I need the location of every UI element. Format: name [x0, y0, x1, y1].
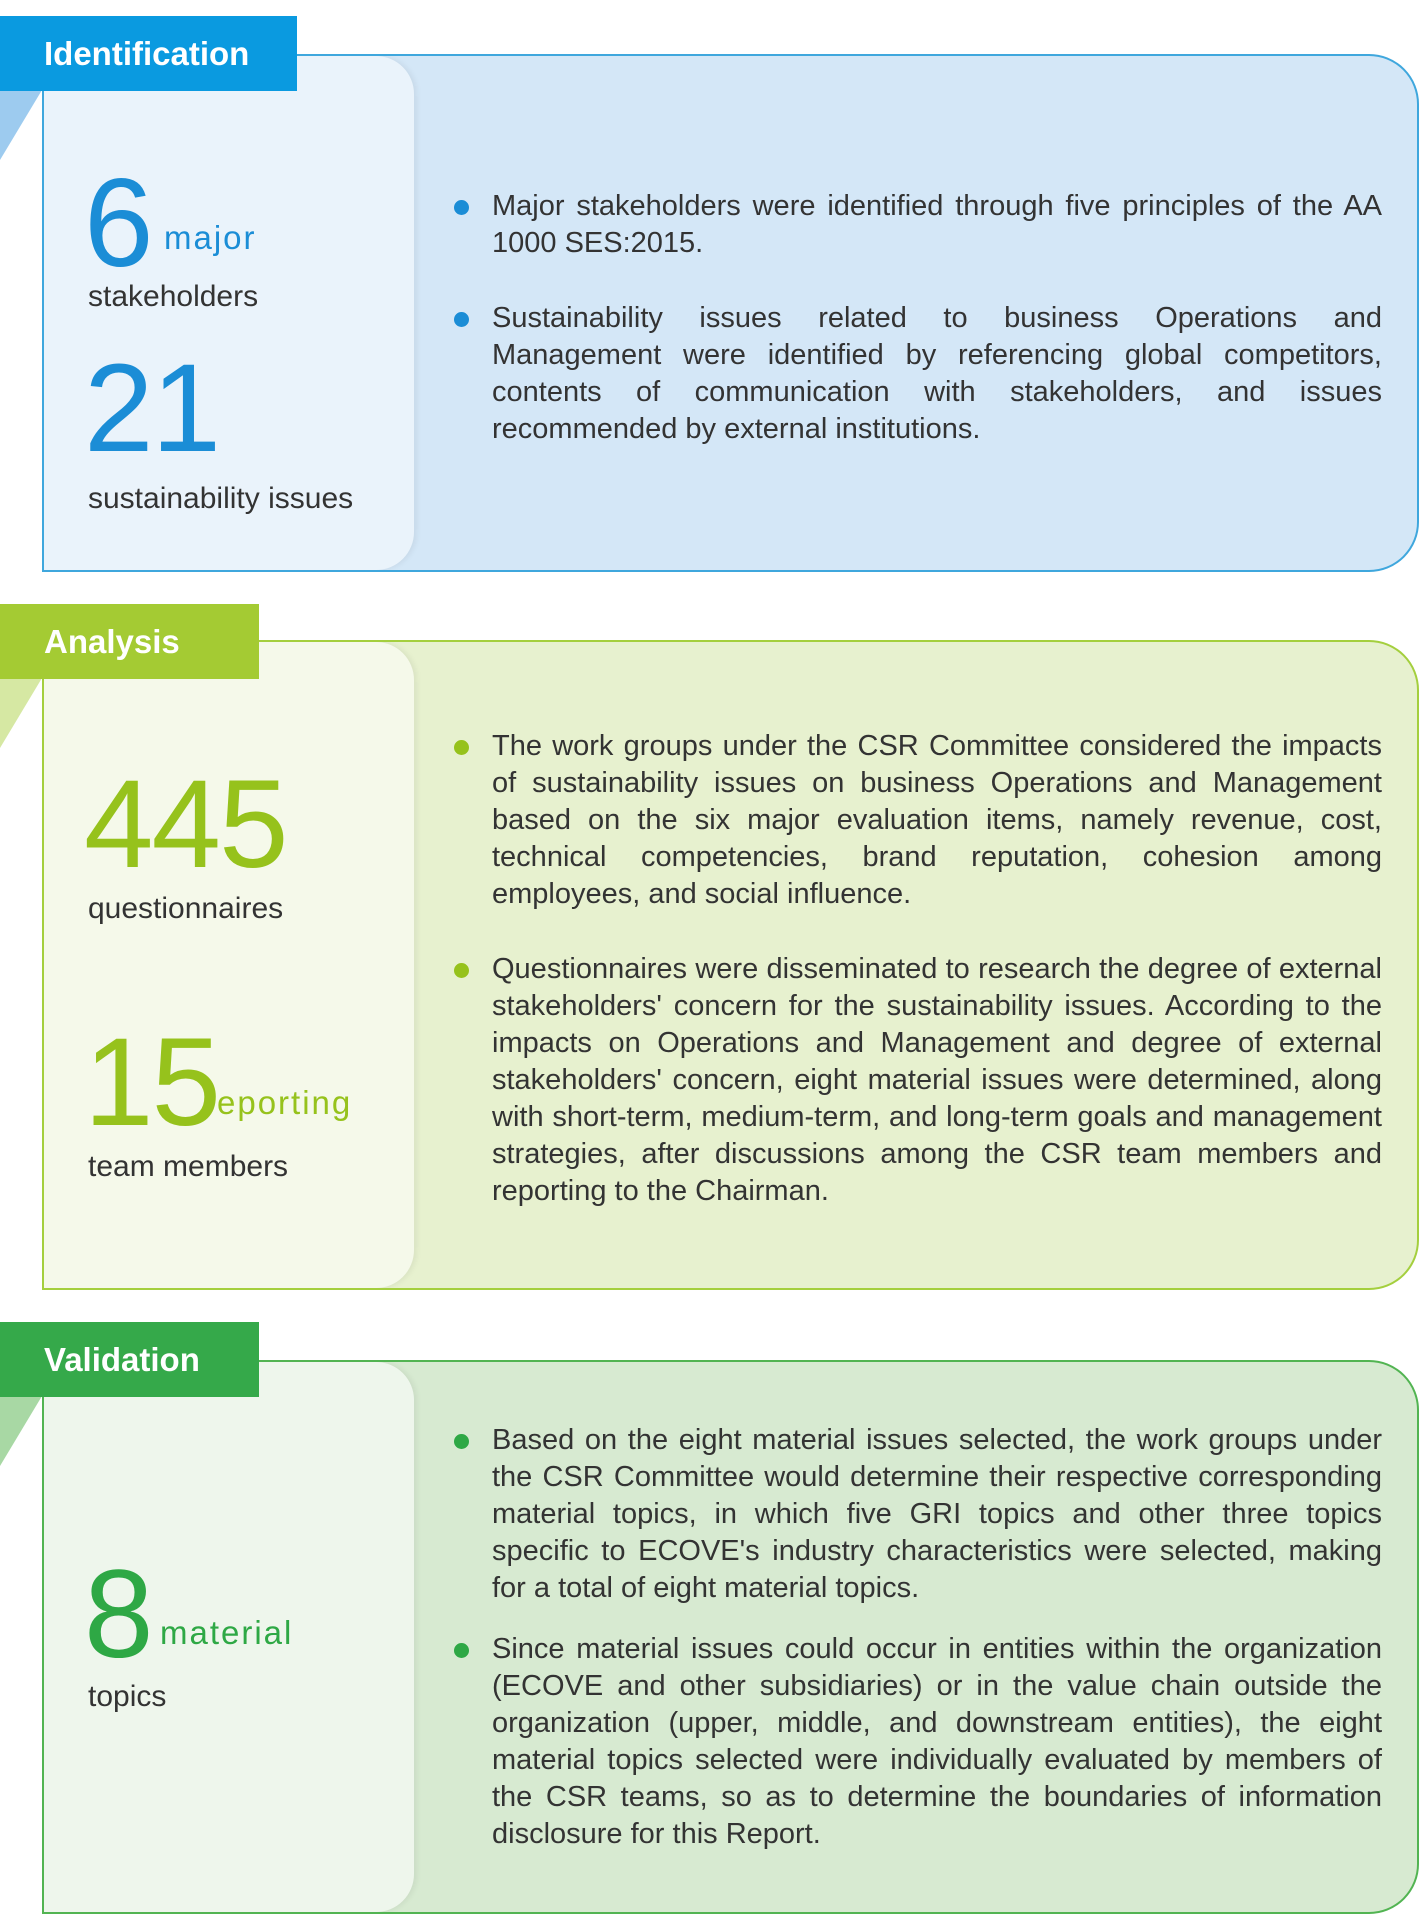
bullet-dot-icon [454, 963, 469, 978]
identification-section [0, 0, 1423, 580]
stat-caption: questionnaires [88, 892, 284, 925]
stat-caption: stakeholders [88, 280, 259, 313]
bullet-dot-icon [454, 312, 469, 327]
validation-panel [42, 1360, 1419, 1914]
identification-panel [42, 54, 1419, 572]
stat-caption: sustainability issues [88, 482, 354, 515]
section-tab-identification: Identification [0, 16, 297, 91]
stat-number: 6 [84, 154, 152, 293]
tab-fold [0, 678, 42, 748]
identification-bullets [492, 188, 1382, 448]
stat-unit: major [164, 219, 257, 256]
analysis-bullets [492, 728, 1382, 1210]
bullet-dot-icon [454, 200, 469, 215]
analysis-stats-card [44, 642, 414, 1288]
stat-caption: topics [88, 1680, 167, 1713]
stat-number: 8 [84, 1545, 152, 1684]
bullet-dot-icon [454, 740, 469, 755]
section-tab-analysis: Analysis [0, 604, 259, 679]
analysis-section [0, 600, 1423, 1300]
stat-unit: reporting [204, 1084, 353, 1121]
bullet-item: Major stakeholders were identified through five principles of the AA 1000 SES:2015. [492, 188, 1382, 262]
stat-unit: material [160, 1614, 294, 1651]
stat-number: 15 [84, 1013, 220, 1152]
bullet-dot-icon [454, 1643, 469, 1658]
identification-stats-card [44, 56, 414, 570]
stat-caption: team members [88, 1150, 289, 1183]
validation-section [0, 1318, 1423, 1918]
bullet-item: The work groups under the CSR Committee considered the impacts of sustainability issues on business Operations and Management based on the six major evaluation items, namely revenue, cost, technical competencies, brand reputation, cohesion among employees, and social influence. [492, 728, 1382, 913]
bullet-item: Sustainability issues related to business Operations and Management were identified by referencing global competitors, contents of communication with stakeholders, and issues recommended by external institutions. [492, 300, 1382, 448]
bullet-item: Since material issues could occur in entities within the organization (ECOVE and other subsidiaries) or in the value chain outside the organization (upper, middle, and downstream entities), the eight material topics selected were individually evaluated by members of the CSR teams, so as to determine the boundaries of information disclosure for this Report. [492, 1631, 1382, 1853]
section-tab-validation: Validation [0, 1322, 259, 1397]
validation-stats-card [44, 1362, 414, 1912]
analysis-panel [42, 640, 1419, 1290]
bullet-item: Questionnaires were disseminated to research the degree of external stakeholders' concern for the sustainability issues. According to the impacts on Operations and Management and degree of external stakeholders' concern, eight material issues were determined, along with short-term, medium-term, and long-term goals and management strategies, after discussions among the CSR team members and reporting to the Chairman. [492, 951, 1382, 1210]
bullet-dot-icon [454, 1434, 469, 1449]
tab-fold [0, 90, 42, 160]
validation-bullets [492, 1422, 1382, 1853]
stat-number: 21 [84, 339, 220, 478]
stat-number: 445 [84, 755, 287, 894]
tab-fold [0, 1396, 42, 1466]
bullet-item: Based on the eight material issues selected, the work groups under the CSR Committee would determine their respective corresponding material topics, in which five GRI topics and other three topics specific to ECOVE's industry characteristics were selected, making for a total of eight material topics. [492, 1422, 1382, 1607]
